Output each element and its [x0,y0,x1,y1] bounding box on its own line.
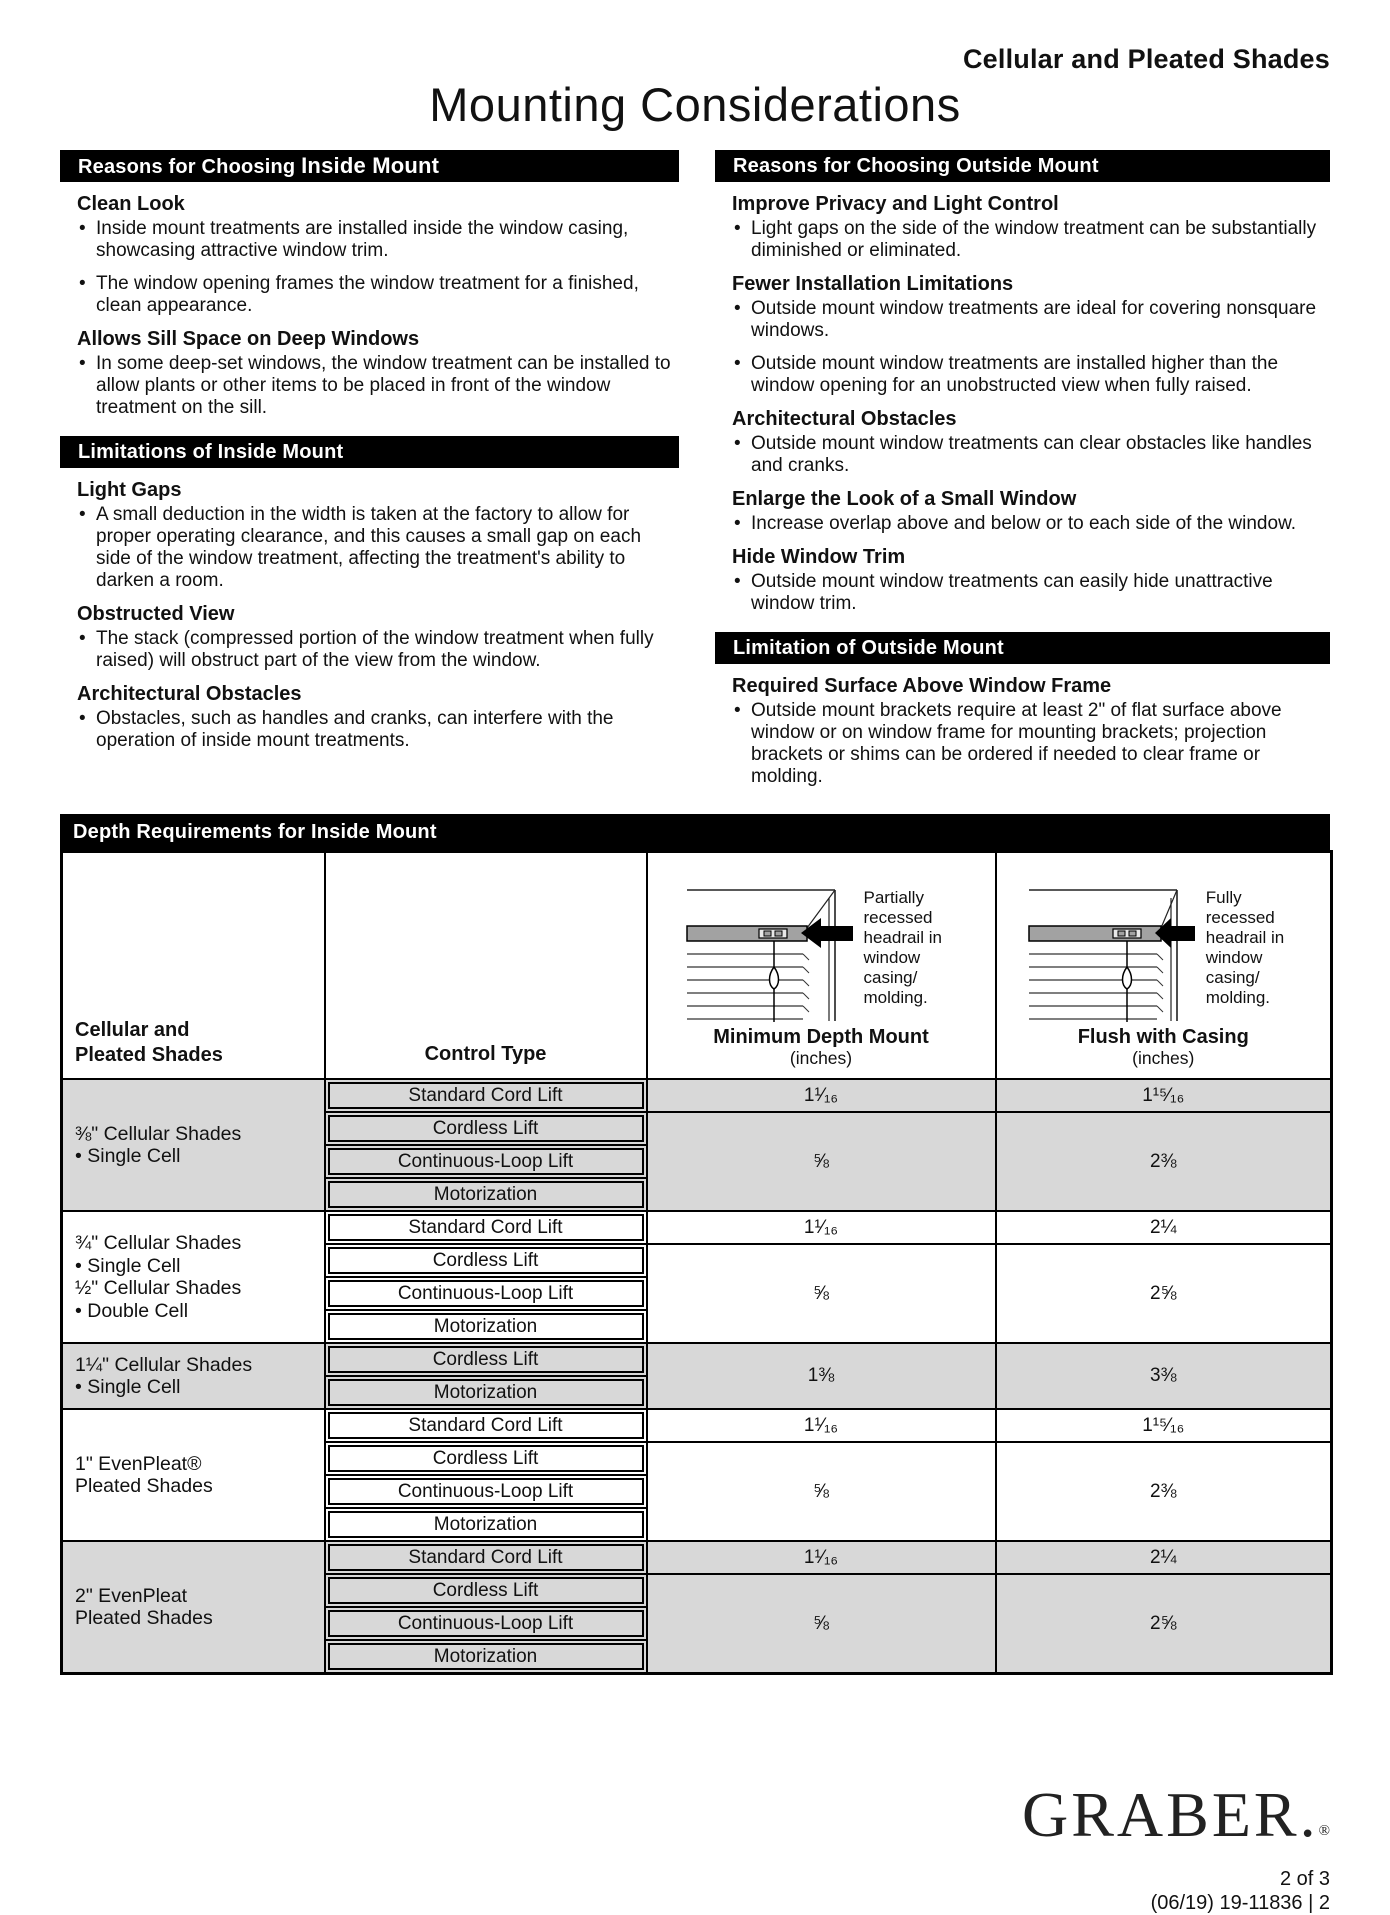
window-shade-diagram-partial [685,880,855,1022]
section-bar-inside-reasons [60,150,679,182]
control-type-cell: Motorization [325,1376,647,1409]
bullet-item [734,700,1330,788]
control-type-cell: Cordless Lift [325,1574,647,1607]
window-shade-diagram-full [1027,880,1197,1022]
arrow-left-icon [801,918,853,948]
bullet-dot: • [79,353,86,374]
section-bar-outside-reasons: Reasons for Choosing Outside Mount [715,150,1330,182]
bullet-item [734,513,1330,535]
bullet-text: In some deep-set windows, the window treatment can be installed to allow plants or other items to be placed in front of the window treatment on the sill. [96,353,671,418]
bullet-item [734,298,1330,342]
bullet-text: Obstacles, such as handles and cranks, can interfere with the operation of inside mount treatments. [96,708,614,751]
bullet-dot: • [79,218,86,239]
section-bar-outside-limitations: Limitation of Outside Mount [715,632,1330,664]
bullet-text: Outside mount brackets require at least 2" of flat surface above window or on window frame for mounting brackets; projection brackets or shims can be ordered if needed to clear frame or molding. [751,700,1282,787]
heading-clean-look: Clean Look [77,193,185,215]
control-type-cell: Motorization [325,1178,647,1211]
min-depth-value: 1¹⁄₁₆ [647,1079,996,1112]
bullet-text: Inside mount treatments are installed inside the window casing, showcasing attractive window trim. [96,218,629,261]
bullet-dot: • [734,353,741,374]
left-column [60,150,679,799]
control-type-cell: Standard Cord Lift [325,1541,647,1574]
min-depth-value: ⅝ [647,1574,996,1674]
column-unit: (inches) [1132,1048,1195,1068]
bullet-text: The window opening frames the window treatment for a finished, clean appearance. [96,273,639,316]
control-type-cell: Cordless Lift [325,1112,647,1145]
min-depth-value: ⅝ [647,1112,996,1211]
bullet-dot: • [734,218,741,239]
bullet-item [79,628,679,672]
column-header-minimum-depth [647,852,996,1080]
bullet-dot: • [79,708,86,729]
bullet-text: Light gaps on the side of the window treatment can be substantially diminished or eliminated. [751,218,1317,261]
control-type-cell: Continuous-Loop Lift [325,1607,647,1640]
flush-value: 1¹⁵⁄₁₆ [996,1079,1332,1112]
control-type-cell: Continuous-Loop Lift [325,1277,647,1310]
bullet-item [79,504,679,592]
flush-value: 3⅜ [996,1343,1332,1409]
bullet-item [79,218,679,262]
shade-type-cell: 1¼" Cellular Shades • Single Cell [62,1343,325,1409]
control-type-cell: Cordless Lift [325,1343,647,1376]
bullet-text: Outside mount window treatments are installed higher than the window opening for an unobstructed view when fully raised. [751,353,1279,396]
brand-header: Cellular and Pleated Shades [962,44,1330,74]
flush-value: 2⅜ [996,1442,1332,1541]
flush-value: 2⅝ [996,1574,1332,1674]
control-type-cell: Motorization [325,1640,647,1674]
bullet-item [734,353,1330,397]
heading-required-surface: Required Surface Above Window Frame [732,675,1112,697]
flush-value: 2¼ [996,1541,1332,1574]
column-header-shades: Cellular and Pleated Shades [62,852,325,1080]
bullet-item [734,218,1330,262]
bullet-dot: • [734,513,741,534]
registered-mark: ® [1318,1823,1330,1839]
heading-fewer-limits: Fewer Installation Limitations [732,273,1014,295]
control-type-cell: Continuous-Loop Lift [325,1475,647,1508]
flush-value: 2⅝ [996,1244,1332,1343]
bullet-text: Outside mount window treatments are ideal for covering nonsquare windows. [751,298,1317,341]
bullet-text: A small deduction in the width is taken at the factory to allow for proper operating clearance, and this causes a small gap on each side of the window treatment, affecting the treatment's ability to darken a room. [96,504,642,591]
table-title-bar: Depth Requirements for Inside Mount [60,814,1330,850]
flush-value: 2¼ [996,1211,1332,1244]
bar-emphasis: Inside Mount [301,153,440,178]
min-depth-value: 1¹⁄₁₆ [647,1541,996,1574]
heading-arch-obstacles-inside: Architectural Obstacles [77,683,302,705]
page-title: Mounting Considerations [429,78,961,131]
heading-hide-trim: Hide Window Trim [732,546,906,568]
min-depth-value: 1¹⁄₁₆ [647,1211,996,1244]
heading-enlarge-window: Enlarge the Look of a Small Window [732,488,1077,510]
shade-type-cell: ¾" Cellular Shades • Single Cell ½" Cellular Shades • Double Cell [62,1211,325,1343]
page-footer [60,1779,1330,1915]
bullet-dot: • [79,628,86,649]
bullet-item [734,571,1330,615]
arrow-left-icon [1155,918,1195,948]
bullet-item [79,708,679,752]
bullet-dot: • [734,700,741,721]
control-type-cell: Motorization [325,1508,647,1541]
diagram-caption: Fully recessed headrail in window casing/ molding. [1205,888,1285,1007]
min-depth-value: ⅝ [647,1442,996,1541]
shade-type-cell: 1" EvenPleat® Pleated Shades [62,1409,325,1541]
bullet-dot: • [79,504,86,525]
control-type-cell: Cordless Lift [325,1442,647,1475]
column-title: Minimum Depth Mount [713,1026,929,1048]
flush-value: 1¹⁵⁄₁₆ [996,1409,1332,1442]
graber-logo: GRABER.® [1022,1779,1330,1850]
min-depth-value: 1¹⁄₁₆ [647,1409,996,1442]
bullet-text: Outside mount window treatments can clear obstacles like handles and cranks. [751,433,1312,476]
flush-value: 2⅜ [996,1112,1332,1211]
right-column [715,150,1330,799]
bullet-text: The stack (compressed portion of the window treatment when fully raised) will obstruct part of the view from the window. [96,628,654,671]
heading-privacy: Improve Privacy and Light Control [732,193,1059,215]
control-type-cell: Continuous-Loop Lift [325,1145,647,1178]
heading-light-gaps: Light Gaps [77,479,182,501]
bullet-item [734,433,1330,477]
control-type-cell: Cordless Lift [325,1244,647,1277]
min-depth-value: ⅝ [647,1244,996,1343]
heading-obstructed-view: Obstructed View [77,603,235,625]
column-unit: (inches) [789,1048,853,1068]
page-number: 2 of 3 [1279,1868,1330,1890]
depth-requirements-table [60,850,1333,1675]
column-header-flush-casing [996,852,1332,1080]
bullet-item [79,353,679,419]
bullet-text: Increase overlap above and below or to each side of the window. [751,513,1297,534]
document-number: (06/19) 19-11836 | 2 [1150,1892,1330,1914]
bullet-item [79,273,679,317]
column-title: Flush with Casing [1077,1026,1249,1048]
bullet-dot: • [734,298,741,319]
min-depth-value: 1⅜ [647,1343,996,1409]
control-type-cell: Standard Cord Lift [325,1409,647,1442]
column-header-control-type: Control Type [325,852,647,1080]
control-type-cell: Motorization [325,1310,647,1343]
shade-type-cell: ⅜" Cellular Shades • Single Cell [62,1079,325,1211]
bullet-dot: • [734,433,741,454]
control-type-cell: Standard Cord Lift [325,1211,647,1244]
shade-type-cell: 2" EvenPleat Pleated Shades [62,1541,325,1674]
control-type-cell: Standard Cord Lift [325,1079,647,1112]
section-bar-inside-limitations: Limitations of Inside Mount [60,436,679,468]
bullet-dot: • [734,571,741,592]
heading-sill-space: Allows Sill Space on Deep Windows [77,328,420,350]
heading-arch-obstacles-outside: Architectural Obstacles [732,408,957,430]
diagram-caption: Partially recessed headrail in window casing/ molding. [863,888,942,1007]
bar-prefix: Reasons for Choosing [78,156,296,178]
bullet-text: Outside mount window treatments can easily hide unattractive window trim. [751,571,1273,614]
two-column-section [60,150,1330,799]
depth-requirements-section [60,814,1330,1675]
bullet-dot: • [79,273,86,294]
